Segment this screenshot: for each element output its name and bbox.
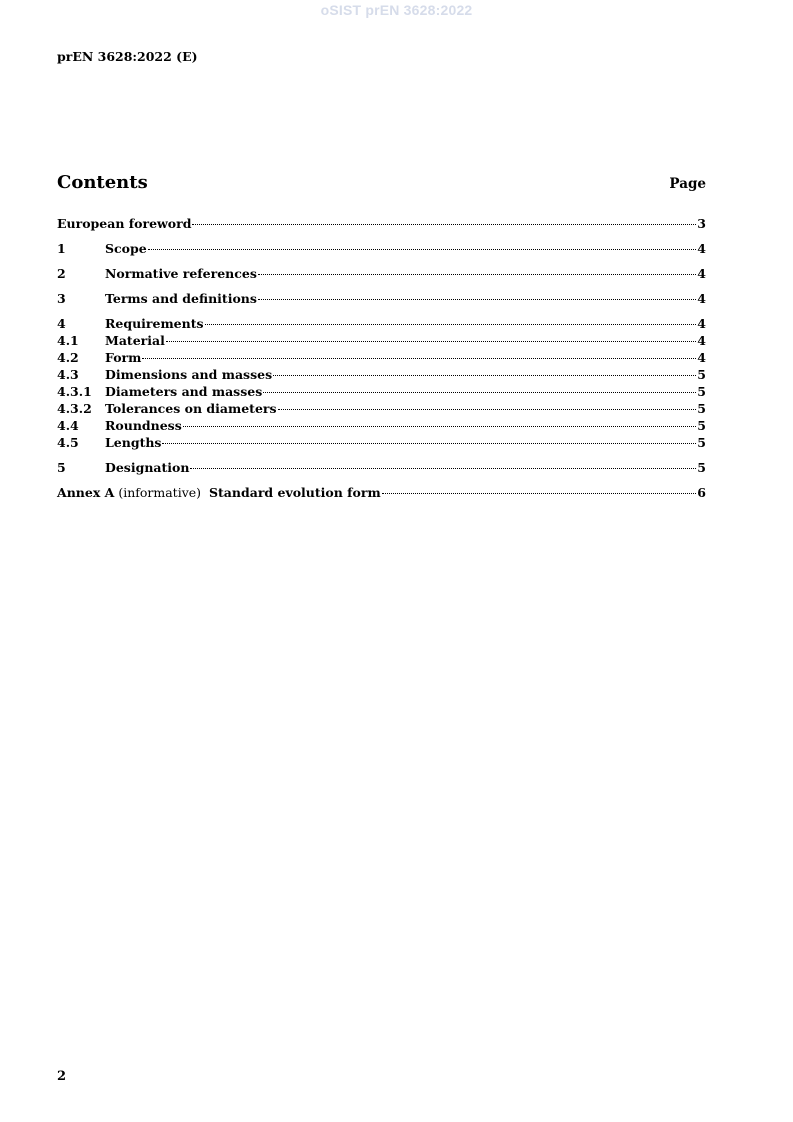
toc-entry-page: 5 bbox=[697, 401, 706, 416]
dot-leader bbox=[183, 425, 697, 427]
dot-leader bbox=[258, 273, 696, 275]
toc-entry-title: Material bbox=[105, 333, 165, 348]
toc-entry-annex-a[interactable] bbox=[57, 484, 706, 501]
toc-entry-lengths[interactable] bbox=[57, 434, 706, 451]
toc-entry-page: 5 bbox=[697, 384, 706, 399]
toc-entry-page: 5 bbox=[697, 418, 706, 433]
dot-leader bbox=[258, 298, 696, 300]
toc-entry-page: 4 bbox=[697, 316, 706, 331]
toc-entry-title: Roundness bbox=[105, 418, 182, 433]
page-column-label: Page bbox=[669, 176, 706, 192]
dot-leader bbox=[142, 357, 696, 359]
dot-leader bbox=[192, 223, 696, 225]
toc-entry-number: 4.1 bbox=[57, 333, 79, 348]
table-of-contents bbox=[57, 215, 706, 501]
annex-label: Annex A bbox=[57, 485, 115, 500]
toc-entry-requirements[interactable] bbox=[57, 315, 706, 332]
toc-entry-dimensions-and-masses[interactable] bbox=[57, 366, 706, 383]
dot-leader bbox=[382, 492, 697, 494]
toc-entry-page: 4 bbox=[697, 291, 706, 306]
toc-entry-page: 4 bbox=[697, 266, 706, 281]
toc-entry-number: 4.3.1 bbox=[57, 384, 92, 399]
toc-entry-number: 3 bbox=[57, 291, 66, 306]
toc-entry-page: 4 bbox=[697, 333, 706, 348]
toc-entry-number: 4.3 bbox=[57, 367, 79, 382]
annex-title: Standard evolution form bbox=[208, 485, 381, 500]
toc-entry-title: Terms and definitions bbox=[105, 291, 257, 306]
toc-entry-form[interactable] bbox=[57, 349, 706, 366]
toc-entry-number: 4.5 bbox=[57, 435, 79, 450]
toc-entry-number: 5 bbox=[57, 460, 66, 475]
toc-entry-diameters-and-masses[interactable] bbox=[57, 383, 706, 400]
toc-entry-number: 2 bbox=[57, 266, 66, 281]
annex-type: (informative) bbox=[114, 485, 209, 500]
toc-entry-number: 4 bbox=[57, 316, 66, 331]
watermark: oSIST prEN 3628:2022 bbox=[320, 2, 473, 18]
dot-leader bbox=[166, 340, 696, 342]
toc-entry-page: 4 bbox=[697, 350, 706, 365]
toc-entry-tolerances-on-diameters[interactable] bbox=[57, 400, 706, 417]
contents-heading: Contents bbox=[57, 172, 148, 193]
toc-entry-number: 1 bbox=[57, 241, 66, 256]
dot-leader bbox=[162, 442, 696, 444]
toc-entry-roundness[interactable] bbox=[57, 417, 706, 434]
dot-leader bbox=[148, 248, 697, 250]
toc-entry-normative-references[interactable] bbox=[57, 265, 706, 282]
toc-entry-page: 4 bbox=[697, 241, 706, 256]
dot-leader bbox=[190, 467, 696, 469]
toc-entry-title: Requirements bbox=[105, 316, 204, 331]
toc-entry-page: 6 bbox=[697, 485, 706, 500]
toc-entry-title: Designation bbox=[105, 460, 190, 475]
toc-entry-page: 5 bbox=[697, 435, 706, 450]
toc-entry-title: European foreword bbox=[57, 216, 192, 231]
toc-entry-page: 5 bbox=[697, 460, 706, 475]
document-identifier: prEN 3628:2022 (E) bbox=[57, 49, 198, 64]
toc-entry-number: 4.4 bbox=[57, 418, 79, 433]
toc-entry-european-foreword[interactable] bbox=[57, 215, 706, 232]
dot-leader bbox=[205, 323, 697, 325]
toc-entry-title: Diameters and masses bbox=[105, 384, 263, 399]
toc-entry-page: 3 bbox=[697, 216, 706, 231]
toc-entry-page: 5 bbox=[697, 367, 706, 382]
dot-leader bbox=[278, 408, 697, 410]
toc-entry-material[interactable] bbox=[57, 332, 706, 349]
toc-entry-number: 4.3.2 bbox=[57, 401, 92, 416]
toc-entry-number: 4.2 bbox=[57, 350, 79, 365]
toc-entry-scope[interactable] bbox=[57, 240, 706, 257]
toc-entry-title: Lengths bbox=[105, 435, 162, 450]
toc-entry-title: Scope bbox=[105, 241, 147, 256]
toc-entry-title: Form bbox=[105, 350, 142, 365]
toc-entry-terms-and-definitions[interactable] bbox=[57, 290, 706, 307]
page-number: 2 bbox=[57, 1069, 67, 1084]
toc-entry-title: Normative references bbox=[105, 266, 257, 281]
dot-leader bbox=[263, 391, 696, 393]
dot-leader bbox=[273, 374, 696, 376]
toc-entry-title bbox=[57, 484, 381, 501]
toc-entry-title: Tolerances on diameters bbox=[105, 401, 277, 416]
toc-entry-designation[interactable] bbox=[57, 459, 706, 476]
toc-entry-title: Dimensions and masses bbox=[105, 367, 273, 382]
